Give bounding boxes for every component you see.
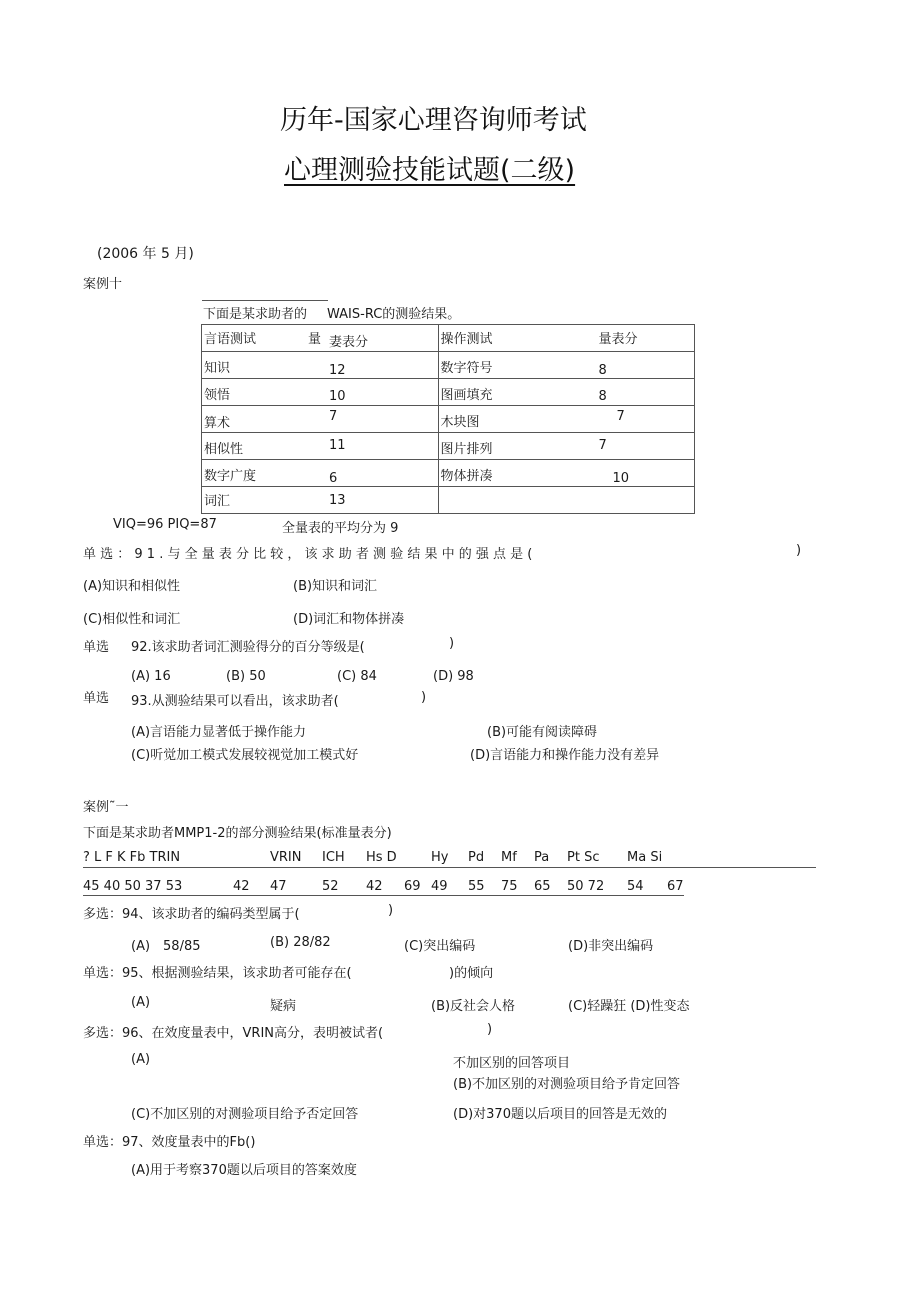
q91-option-a[interactable]: (A)知识和相似性: [83, 579, 181, 594]
q92-option-c[interactable]: (C) 84: [337, 669, 377, 684]
q94-close: ): [388, 903, 394, 918]
q91-close: ): [796, 543, 802, 558]
q95-stem: 单选：95、根据测验结果，该求助者可能存在(: [83, 966, 352, 981]
iq-summary: VIQ=96 PIQ=87: [113, 517, 217, 532]
q94-stem: 多选：94、该求助者的编码类型属于(: [83, 907, 300, 922]
exam-date: (2006 年 5 月): [97, 246, 194, 262]
q94-option-a[interactable]: (A) 58/85: [131, 939, 201, 954]
page-subtitle: 心理测验技能试题(二级): [284, 155, 576, 186]
q96-option-d[interactable]: (D)对370题以后项目的回答是无效的: [453, 1107, 667, 1122]
mmpi-value: 75: [501, 879, 518, 894]
mmpi-value: 52: [322, 879, 339, 894]
verbal-test: 知识: [204, 361, 231, 376]
perf-test: 数字符号: [440, 361, 493, 376]
q91-option-c[interactable]: (C)相似性和词汇: [83, 612, 181, 627]
q95-option-a-text[interactable]: 疑病: [270, 999, 297, 1014]
verbal-score: 12: [329, 363, 346, 378]
mmpi-value: 67: [667, 879, 684, 894]
table-row: [202, 379, 695, 406]
case10-label: 案例十: [83, 277, 123, 292]
mmpi-header: ? L F K Fb TRIN: [83, 850, 181, 865]
header-verbal: 言语测试: [204, 332, 257, 347]
q96-stem: 多选：96、在效度量表中，VRIN高分，表明被试者(: [83, 1026, 384, 1041]
verbal-score: 10: [329, 389, 346, 404]
q95-option-b[interactable]: (B)反社会人格: [431, 999, 516, 1014]
mmpi-header: Pd: [468, 850, 485, 865]
q93-option-b[interactable]: (B)可能有阅读障碍: [487, 725, 598, 740]
q96-option-b[interactable]: (B)不加区别的对测验项目给予肯定回答: [453, 1077, 681, 1092]
mmpi-header: Hs D: [366, 850, 397, 865]
verbal-score: 7: [329, 409, 338, 424]
case10-intro-a: 下面是某求助者的: [203, 307, 308, 322]
mmpi-values-rule: [83, 895, 684, 896]
q93-option-c[interactable]: (C)听觉加工模式发展较视觉加工模式好: [131, 748, 359, 763]
q92-option-b[interactable]: (B) 50: [226, 669, 266, 684]
q96-close: ): [487, 1022, 493, 1037]
q91-option-d[interactable]: (D)词汇和物体拼凑: [293, 612, 405, 627]
perf-test: 图画填充: [440, 388, 493, 403]
header-perf: 操作测试: [440, 332, 493, 347]
q93-option-a[interactable]: (A)言语能力显著低于操作能力: [131, 725, 307, 740]
mmpi-header: VRIN: [270, 850, 302, 865]
header-scale-b: 妻表分: [329, 335, 369, 350]
perf-score: 7: [598, 438, 607, 453]
table-row: [202, 433, 695, 460]
q92-option-d[interactable]: (D) 98: [433, 669, 474, 684]
q94-option-b[interactable]: (B) 28/82: [270, 935, 331, 950]
q97-option-a[interactable]: (A)用于考察370题以后项目的答案效度: [131, 1163, 357, 1178]
mmpi-value: 65: [534, 879, 551, 894]
perf-test: 图片排列: [440, 442, 493, 457]
verbal-test: 算术: [204, 416, 231, 431]
perf-score: 10: [612, 471, 630, 486]
perf-score: 8: [598, 363, 607, 378]
q95-option-cd[interactable]: (C)轻躁狂 (D)性变态: [568, 999, 690, 1014]
mmpi-value: 69: [404, 879, 421, 894]
q92-type: 单选: [83, 640, 110, 655]
header-scale-a: 量: [308, 332, 322, 347]
q92-close: ): [449, 636, 455, 651]
case11-intro: 下面是某求助者MMP1-2的部分测验结果(标准量表分): [83, 826, 392, 841]
q91-option-b[interactable]: (B)知识和词汇: [293, 579, 378, 594]
page-title: 历年-国家心理咨询师考试: [280, 105, 587, 136]
mmpi-value: 42: [366, 879, 383, 894]
q94-option-d[interactable]: (D)非突出编码: [568, 939, 654, 954]
mmpi-value: 49: [431, 879, 448, 894]
verbal-test: 数字广度: [204, 469, 257, 484]
perf-score: 8: [598, 389, 607, 404]
mmpi-value: 50 72: [567, 879, 605, 894]
q94-option-c[interactable]: (C)突出编码: [404, 939, 476, 954]
case10-intro: [203, 303, 460, 322]
mmpi-value: 55: [468, 879, 485, 894]
perf-score: 7: [616, 409, 625, 424]
verbal-score: 11: [329, 438, 346, 453]
verbal-score: 13: [329, 493, 346, 508]
verbal-test: 词汇: [204, 494, 231, 509]
table-row: [202, 460, 695, 487]
mmpi-header: Ma Si: [627, 850, 663, 865]
wais-table: [201, 324, 695, 514]
table-row: [202, 406, 695, 433]
mmpi-value: 42: [233, 879, 250, 894]
q92-option-a[interactable]: (A) 16: [131, 669, 171, 684]
mmpi-value: 54: [627, 879, 644, 894]
q93-option-d[interactable]: (D)言语能力和操作能力没有差异: [470, 748, 660, 763]
table-header-row: [202, 325, 695, 352]
q96-option-a-text[interactable]: 不加区别的回答项目: [453, 1056, 571, 1071]
case10-intro-b: WAIS-RC的测验结果。: [327, 307, 461, 322]
q95-option-a-letter[interactable]: (A): [131, 995, 151, 1010]
mmpi-header: ICH: [322, 850, 345, 865]
verbal-test: 相似性: [204, 442, 244, 457]
perf-test: 木块图: [440, 415, 480, 430]
q96-option-a-letter[interactable]: (A): [131, 1052, 151, 1067]
verbal-test: 领悟: [204, 388, 231, 403]
q95-close: )的倾向: [449, 966, 494, 981]
case11-label: 案例˜一: [83, 800, 129, 815]
q93-stem: 93.从测验结果可以看出，该求助者(: [131, 694, 339, 709]
q97-stem: 单选：97、效度量表中的Fb(): [83, 1135, 256, 1150]
mmpi-value: 45 40 50 37 53: [83, 879, 183, 894]
perf-test: 物体拼凑: [440, 469, 493, 484]
mmpi-header: Mf: [501, 850, 517, 865]
mmpi-header: Pt Sc: [567, 850, 600, 865]
table-row: [202, 487, 695, 514]
header-perf-scale: 量表分: [598, 332, 638, 347]
intro-rule: [202, 300, 328, 301]
q92-stem: 92.该求助者词汇测验得分的百分等级是(: [131, 640, 365, 655]
q93-type: 单选: [83, 691, 110, 706]
table-row: [202, 352, 695, 379]
verbal-score: 6: [329, 471, 338, 486]
q93-close: ): [421, 690, 427, 705]
mmpi-value: 47: [270, 879, 287, 894]
full-scale-average: 全量表的平均分为 9: [282, 521, 399, 536]
mmpi-header: Hy: [431, 850, 449, 865]
q91-stem: 单 选 ： 9 1 . 与 全 量 表 分 比 较 ， 该 求 助 者 测 验 结 果 中 的 强 点 是 (: [83, 547, 533, 562]
q96-option-c[interactable]: (C)不加区别的对测验项目给予否定回答: [131, 1107, 359, 1122]
mmpi-header-rule: [83, 867, 816, 868]
mmpi-header: Pa: [534, 850, 550, 865]
